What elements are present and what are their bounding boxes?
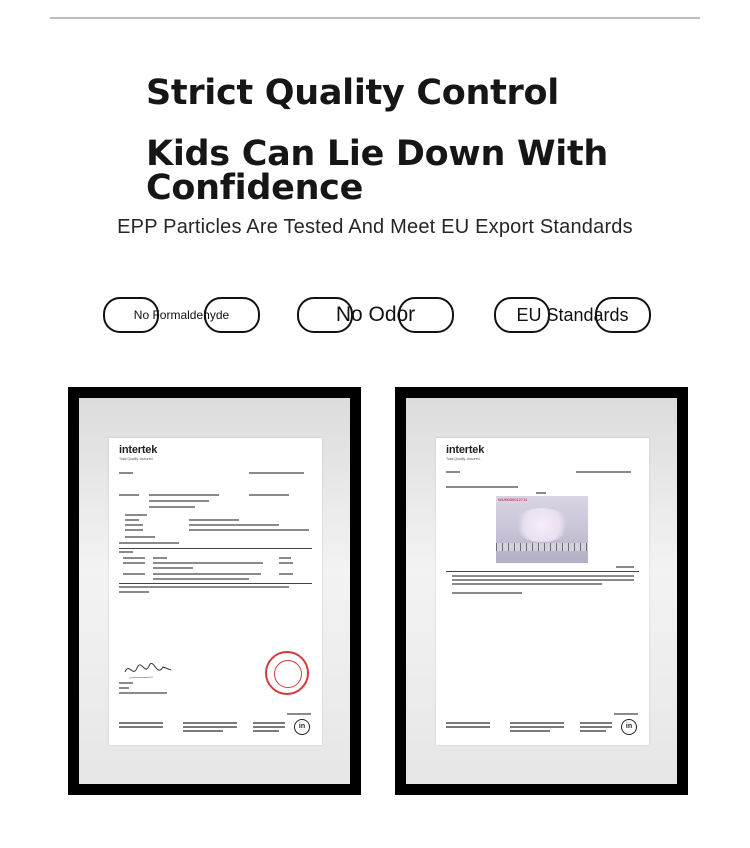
subheading-eu-standards: EPP Particles Are Tested And Meet EU Export Standards (117, 216, 633, 238)
footer-text (580, 722, 612, 724)
text-line (249, 472, 304, 474)
certificate-frame-left (68, 387, 361, 795)
text-line (125, 519, 139, 521)
table-rule (119, 583, 312, 584)
badge-label: No Formaldehyde (133, 308, 230, 322)
text-line (576, 471, 631, 473)
badge-label: No Odor (335, 303, 416, 326)
badge-label: EU Standards (516, 305, 629, 325)
footer-text (580, 730, 606, 732)
text-line (123, 562, 145, 564)
intertek-logo: intertek (446, 444, 485, 456)
text-line (287, 713, 311, 715)
text-line (153, 573, 261, 575)
certificate-frame-right (395, 387, 688, 795)
intertek-in-icon: in (294, 719, 310, 735)
footer-text (510, 722, 564, 724)
text-line (153, 567, 193, 569)
headline-strict-quality: Strict Quality Control (146, 73, 559, 113)
headline-kids-confidence: Kids Can Lie Down With Confidence (146, 134, 609, 208)
footer-text (446, 726, 490, 728)
brand-tagline: Total Quality. Assured. (119, 457, 154, 461)
footer-text (510, 726, 564, 728)
footer-text (183, 722, 237, 724)
signature-mark (123, 658, 173, 682)
text-line (119, 494, 139, 496)
text-line (119, 472, 133, 474)
certificate-document (436, 438, 649, 745)
footer-text (580, 726, 612, 728)
text-line (119, 591, 149, 593)
text-line (125, 536, 155, 538)
footer-text (253, 730, 279, 732)
badge-no-odor (297, 297, 454, 333)
text-line (279, 557, 291, 559)
text-line (536, 492, 546, 494)
sample-photo (496, 496, 588, 563)
text-line (452, 583, 602, 585)
text-line (452, 592, 522, 594)
text-line (119, 692, 167, 694)
footer-text (183, 726, 237, 728)
text-line (125, 524, 143, 526)
footer-text (183, 730, 223, 732)
text-line (153, 578, 249, 580)
measuring-ruler (496, 543, 588, 551)
badge-no-formaldehyde (103, 297, 260, 333)
frame-mat (406, 398, 677, 784)
text-line (614, 713, 638, 715)
footer-text (510, 730, 550, 732)
text-line (153, 557, 167, 559)
footer-text (253, 722, 285, 724)
text-line (446, 486, 518, 488)
top-divider (50, 17, 700, 19)
badge-eu-standards (494, 297, 651, 333)
brand-tagline: Total Quality. Assured. (446, 457, 481, 461)
text-line (452, 575, 634, 577)
text-line (119, 687, 129, 689)
text-line (616, 566, 634, 568)
text-line (119, 586, 289, 588)
sample-id-label: WUH000012711 (498, 497, 528, 502)
frame-mat (79, 398, 350, 784)
footer-text (446, 722, 490, 724)
text-line (149, 500, 209, 502)
text-line (119, 551, 133, 553)
intertek-logo: intertek (119, 444, 158, 456)
text-line (125, 529, 143, 531)
text-line (279, 573, 293, 575)
official-seal-stamp (265, 651, 309, 695)
text-line (189, 529, 309, 531)
table-rule (446, 571, 639, 572)
text-line (189, 524, 279, 526)
text-line (249, 494, 289, 496)
text-line (446, 471, 460, 473)
footer-text (119, 726, 163, 728)
text-line (149, 506, 195, 508)
text-line (125, 514, 147, 516)
table-rule (119, 548, 312, 549)
text-line (149, 494, 219, 496)
intertek-in-icon: in (621, 719, 637, 735)
text-line (189, 519, 239, 521)
text-line (279, 562, 293, 564)
footer-text (253, 726, 285, 728)
footer-text (119, 722, 163, 724)
text-line (119, 682, 133, 684)
certificate-document (109, 438, 322, 745)
text-line (153, 562, 263, 564)
text-line (452, 579, 634, 581)
epp-particles-image (514, 508, 570, 542)
text-line (123, 573, 145, 575)
text-line (123, 557, 145, 559)
text-line (119, 542, 179, 544)
